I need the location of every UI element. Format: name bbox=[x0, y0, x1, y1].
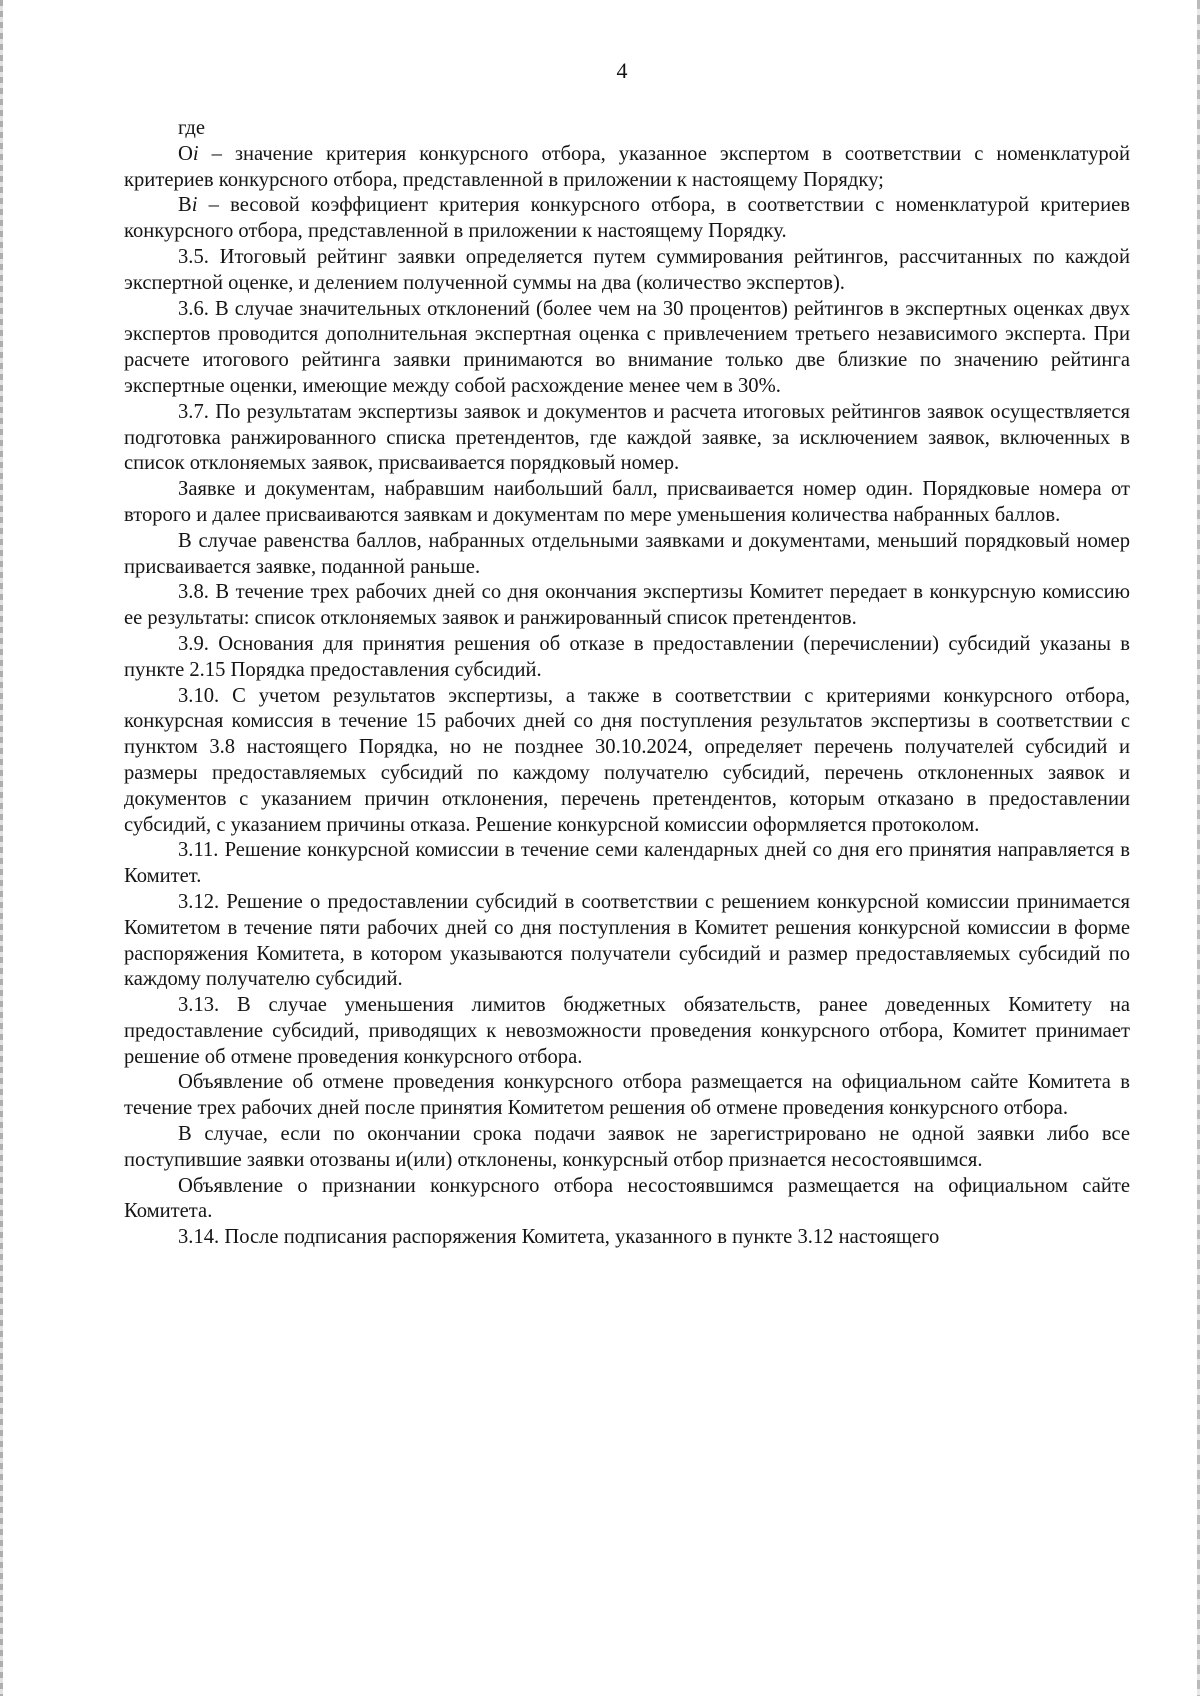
paragraph-3-13: 3.13. В случае уменьшения лимитов бюджетных обязательств, ранее доведенных Комитету на предоставление субсидий, приводящих к невозможности проведения конкурсного отбора, Комитет принимает решение об отмене проведения конкурсного отбора. bbox=[124, 994, 1130, 1068]
bi-index: i bbox=[191, 194, 198, 217]
paragraph-3-11: 3.11. Решение конкурсной комиссии в течение семи календарных дней со дня его принятия направляется в Комитет. bbox=[124, 839, 1130, 888]
oi-description: – значение критерия конкурсного отбора, указанное экспертом в соответствии с номенклатурой критериев конкурсного отбора, представленной в приложении к настоящему Порядку; bbox=[124, 142, 1130, 191]
page-number: 4 bbox=[616, 58, 628, 83]
paragraph-3-5: 3.5. Итоговый рейтинг заявки определяется путем суммирования рейтингов, рассчитанных по каждой экспертной оценке, и делением полученной суммы на два (количество экспертов). bbox=[124, 245, 1130, 294]
paragraph-failed-selection: В случае, если по окончании срока подачи заявок не зарегистрировано не одной заявки либо все поступившие заявки отозваны и(или) отклонены, конкурсный отбор признается несостоявшимся. bbox=[124, 1123, 1130, 1171]
oi-index: i bbox=[192, 142, 199, 165]
document-body bbox=[124, 116, 1130, 1251]
paragraph-3-8: 3.8. В течение трех рабочих дней со дня окончания экспертизы Комитет передает в конкурсную комиссию ее результаты: список отклоняемых заявок и ранжированный список претендентов. bbox=[124, 581, 1130, 630]
paragraph-ranking-first: Заявке и документам, набравшим наибольший балл, присваивается номер один. Порядковые номера от второго и далее присваиваются заявкам и документам по мере уменьшения количества набранных баллов. bbox=[124, 478, 1130, 526]
paragraph-3-10: 3.10. С учетом результатов экспертизы, а также в соответствии с критериями конкурсного отбора, конкурсная комиссия в течение 15 рабочих дней со дня поступления результатов экспертизы в соответствии с пунктом 3.8 настоящего Порядка, но не позднее 30.10.2024, определяет перечень получателей субсидий и размеры предоставляемых субсидий по каждому получателю субсидий, перечень отклоненных заявок и документов с указанием причин отклонения, перечень претендентов, которым отказано в предоставлении субсидий, с указанием причины отказа. Решение конкурсной комиссии оформляется протоколом. bbox=[124, 684, 1130, 836]
formula-legend-bi bbox=[124, 193, 1130, 245]
paragraph-3-7: 3.7. По результатам экспертизы заявок и документов и расчета итоговых рейтингов заявок осуществляется подготовка ранжированного списка претендентов, где каждой заявке, за исключением заявок, включенных в список отклоняемых заявок, присваивается порядковый номер. bbox=[124, 400, 1130, 475]
paragraph-ranking-tie: В случае равенства баллов, набранных отдельными заявками и документами, меньший порядковый номер присваивается заявке, поданной раньше. bbox=[124, 529, 1130, 578]
paragraph-3-9: 3.9. Основания для принятия решения об отказе в предоставлении (перечислении) субсидий указаны в пункте 2.15 Порядка предоставления субсидий. bbox=[124, 632, 1130, 681]
scan-edge-left bbox=[0, 0, 3, 1696]
formula-legend-oi bbox=[124, 142, 1130, 194]
paragraph-3-12: 3.12. Решение о предоставлении субсидий в соответствии с решением конкурсной комиссии принимается Комитетом в течение пяти рабочих дней со дня поступления в Комитет решения конкурсной комиссии в форме распоряжения Комитета, в котором указываются получатели субсидий и размер предоставляемых субсидий по каждому получателю субсидий. bbox=[124, 890, 1130, 991]
paragraph-3-14: 3.14. После подписания распоряжения Комитета, указанного в пункте 3.12 настоящего bbox=[178, 1226, 940, 1249]
oi-symbol: О bbox=[178, 142, 193, 165]
bi-symbol: В bbox=[178, 194, 192, 217]
paragraph-failed-announcement: Объявление о признании конкурсного отбора несостоявшимся размещается на официальном сайте Комитета. bbox=[124, 1174, 1130, 1223]
formula-where: где bbox=[178, 117, 206, 139]
paragraph-3-6: 3.6. В случае значительных отклонений (более чем на 30 процентов) рейтингов в экспертных оценках двух экспертов проводится дополнительная экспертная оценка с привлечением третьего независимого эксперта. При расчете итогового рейтинга заявки принимаются во внимание только две близкие по значению рейтинга экспертные оценки, имеющие между собой расхождение менее чем в 30%. bbox=[124, 297, 1130, 397]
bi-description: – весовой коэффициент критерия конкурсного отбора, в соответствии с номенклатурой критериев конкурсного отбора, представленной в приложении к настоящему Порядку. bbox=[124, 194, 1130, 243]
paragraph-cancel-announcement: Объявление об отмене проведения конкурсного отбора размещается на официальном сайте Комитета в течение трех рабочих дней после принятия Комитетом решения об отмене проведения конкурсного отбора. bbox=[124, 1071, 1130, 1120]
